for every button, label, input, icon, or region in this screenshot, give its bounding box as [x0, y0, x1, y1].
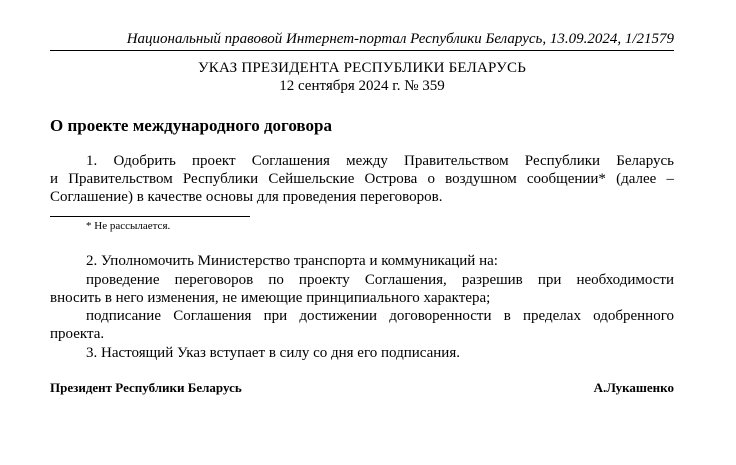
paragraph-2a-line-2: вносить в него изменения, не имеющие принципиального характера;	[50, 290, 491, 306]
paragraph-2: 2. Уполномочить Министерство транспорта и коммуникаций на:	[86, 253, 498, 269]
paragraph-2a-line-1: проведение переговоров по проекту Соглашения, разрешив при необходимости	[86, 272, 674, 288]
signatory-position: Президент Республики Беларусь	[50, 380, 242, 395]
paragraph-3: 3. Настоящий Указ вступает в силу со дня его подписания.	[86, 345, 460, 361]
paragraph-2b-line-2: проекта.	[50, 326, 105, 342]
footnote: * Не рассылается.	[86, 220, 171, 232]
paragraph-1-line-2: и Правительством Республики Сейшельские Острова о воздушном сообщении* (далее –	[50, 171, 674, 187]
header-divider	[50, 50, 674, 51]
signature-block	[50, 380, 674, 396]
signatory-name: А.Лукашенко	[593, 380, 674, 395]
document-heading: О проекте международного договора	[50, 116, 332, 135]
decree-title: УКАЗ ПРЕЗИДЕНТА РЕСПУБЛИКИ БЕЛАРУСЬ	[197, 60, 527, 76]
paragraph-1-line-1: 1. Одобрить проект Соглашения между Правительством Республики Беларусь	[86, 153, 674, 169]
decree-date-number: 12 сентября 2024 г. № 359	[279, 78, 445, 94]
paragraph-2b-line-1: подписание Соглашения при достижении договоренности в пределах одобренного	[86, 308, 674, 324]
portal-publication-line: Национальный правовой Интернет-портал Республики Беларусь, 13.09.2024, 1/21579	[126, 31, 674, 47]
paragraph-1-line-3: Соглашение) в качестве основы для проведения переговоров.	[50, 189, 443, 205]
footnote-divider	[50, 216, 250, 217]
